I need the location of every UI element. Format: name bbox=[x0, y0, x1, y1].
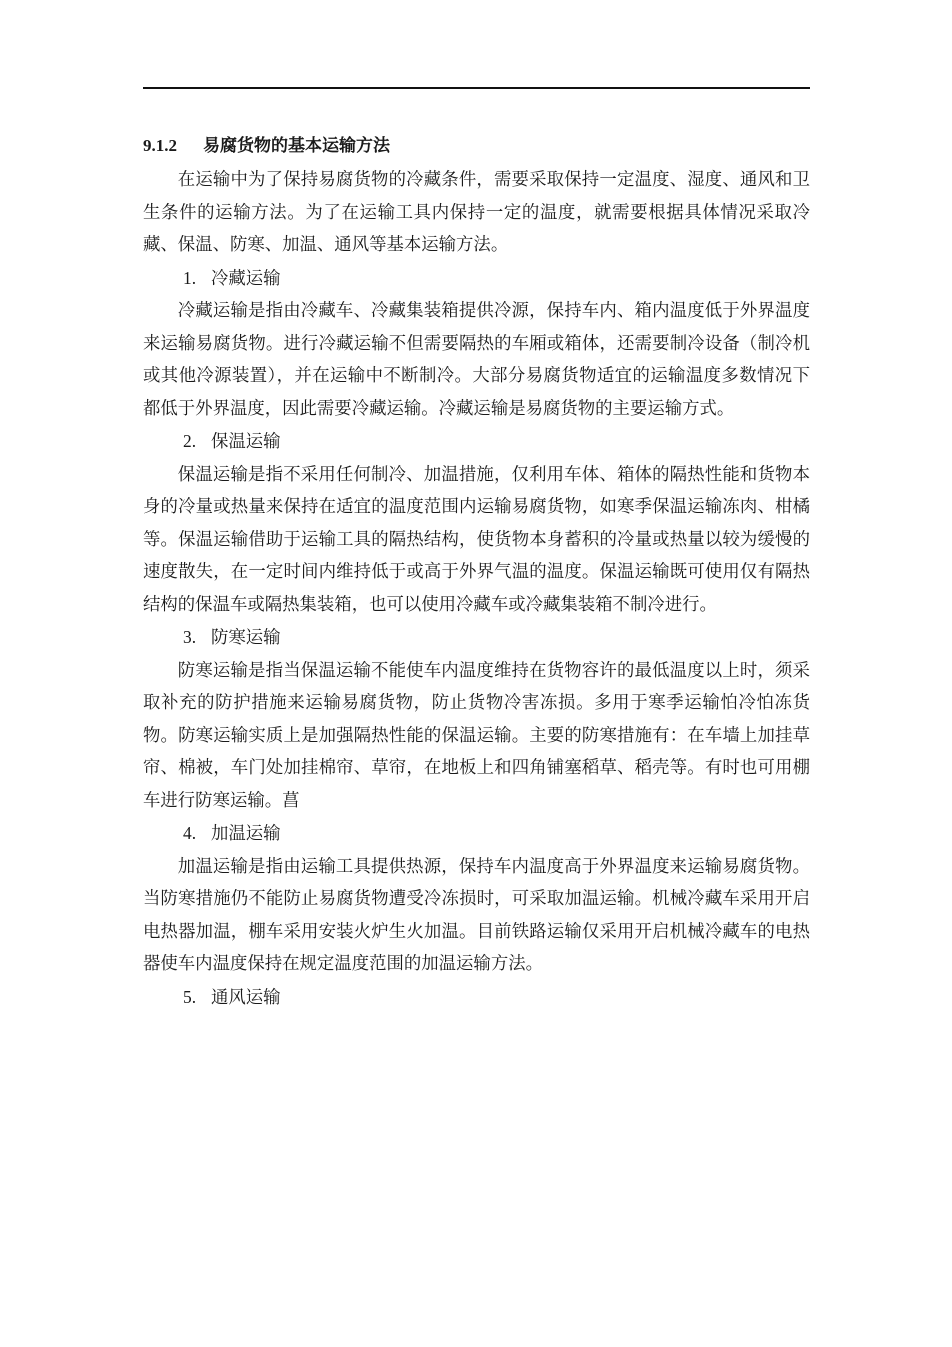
page-content bbox=[143, 128, 810, 1014]
method-paragraph-heated: 加温运输是指由运输工具提供热源，保持车内温度高于外界温度来运输易腐货物。当防寒措施仍不能防止易腐货物遭受冷冻损时，可采取加温运输。机械冷藏车采用开启电热器加温，棚车采用安装火炉生火加温。目前铁路运输仅采用开启机械冷藏车的电热器使车内温度保持在规定温度范围的加温运输方法。 bbox=[143, 856, 810, 974]
section-heading bbox=[143, 128, 810, 164]
method-heading-ventilated bbox=[143, 981, 810, 1015]
method-heading-cold-protection bbox=[143, 621, 810, 655]
method-heading-refrigerated bbox=[143, 262, 810, 296]
method-heading-heated bbox=[143, 817, 810, 851]
method-number: 2. bbox=[183, 431, 197, 451]
method-number: 5. bbox=[183, 986, 197, 1007]
method-number: 4. bbox=[183, 823, 197, 843]
method-number: 3. bbox=[183, 627, 197, 647]
method-number: 1. bbox=[183, 267, 197, 288]
intro-paragraph: 在运输中为了保持易腐货物的冷藏条件，需要采取保持一定温度、湿度、通风和卫生条件的运输方法。为了在运输工具内保持一定的温度，就需要根据具体情况采取冷藏、保温、防寒、加温、通风等基本运输方法。 bbox=[143, 170, 810, 255]
method-title: 防寒运输 bbox=[211, 628, 281, 648]
section-number: 9.1.2 bbox=[143, 136, 177, 155]
method-title: 加温运输 bbox=[211, 824, 281, 844]
method-title: 冷藏运输 bbox=[211, 268, 281, 289]
method-paragraph-refrigerated: 冷藏运输是指由冷藏车、冷藏集装箱提供冷源，保持车内、箱内温度低于外界温度来运输易腐货物。进行冷藏运输不但需要隔热的车厢或箱体，还需要制冷设备（制冷机或其他冷源装置），并在运输中不断制冷。大部分易腐货物适宜的运输温度多数情况下都低于外界温度，因此需要冷藏运输。冷藏运输是易腐货物的主要运输方式。 bbox=[143, 301, 810, 419]
method-paragraph-insulated: 保温运输是指不采用任何制冷、加温措施，仅利用车体、箱体的隔热性能和货物本身的冷量或热量来保持在适宜的温度范围内运输易腐货物，如寒季保温运输冻肉、柑橘等。保温运输借助于运输工具的隔热结构，使货物本身蓄积的冷量或热量以较为缓慢的速度散失，在一定时间内维持低于或高于外界气温的温度。保温运输既可使用仅有隔热结构的保温车或隔热集装箱，也可以使用冷藏车或冷藏集装箱不制冷进行。 bbox=[143, 464, 810, 615]
header-rule bbox=[143, 87, 810, 89]
section-title: 易腐货物的基本运输方法 bbox=[203, 136, 390, 156]
method-title: 通风运输 bbox=[211, 987, 281, 1008]
method-paragraph-cold-protection: 防寒运输是指当保温运输不能使车内温度维持在货物容许的最低温度以上时，须采取补充的防护措施来运输易腐货物，防止货物冷害冻损。多用于寒季运输怕冷怕冻货物。防寒运输实质上是加强隔热性能的保温运输。主要的防寒措施有：在车墙上加挂草帘、棉被，车门处加挂棉帘、草帘，在地板上和四角铺塞稻草、稻壳等。有时也可用棚车进行防寒运输。菖 bbox=[143, 660, 810, 811]
method-title: 保温运输 bbox=[211, 432, 281, 452]
method-heading-insulated bbox=[143, 425, 810, 459]
